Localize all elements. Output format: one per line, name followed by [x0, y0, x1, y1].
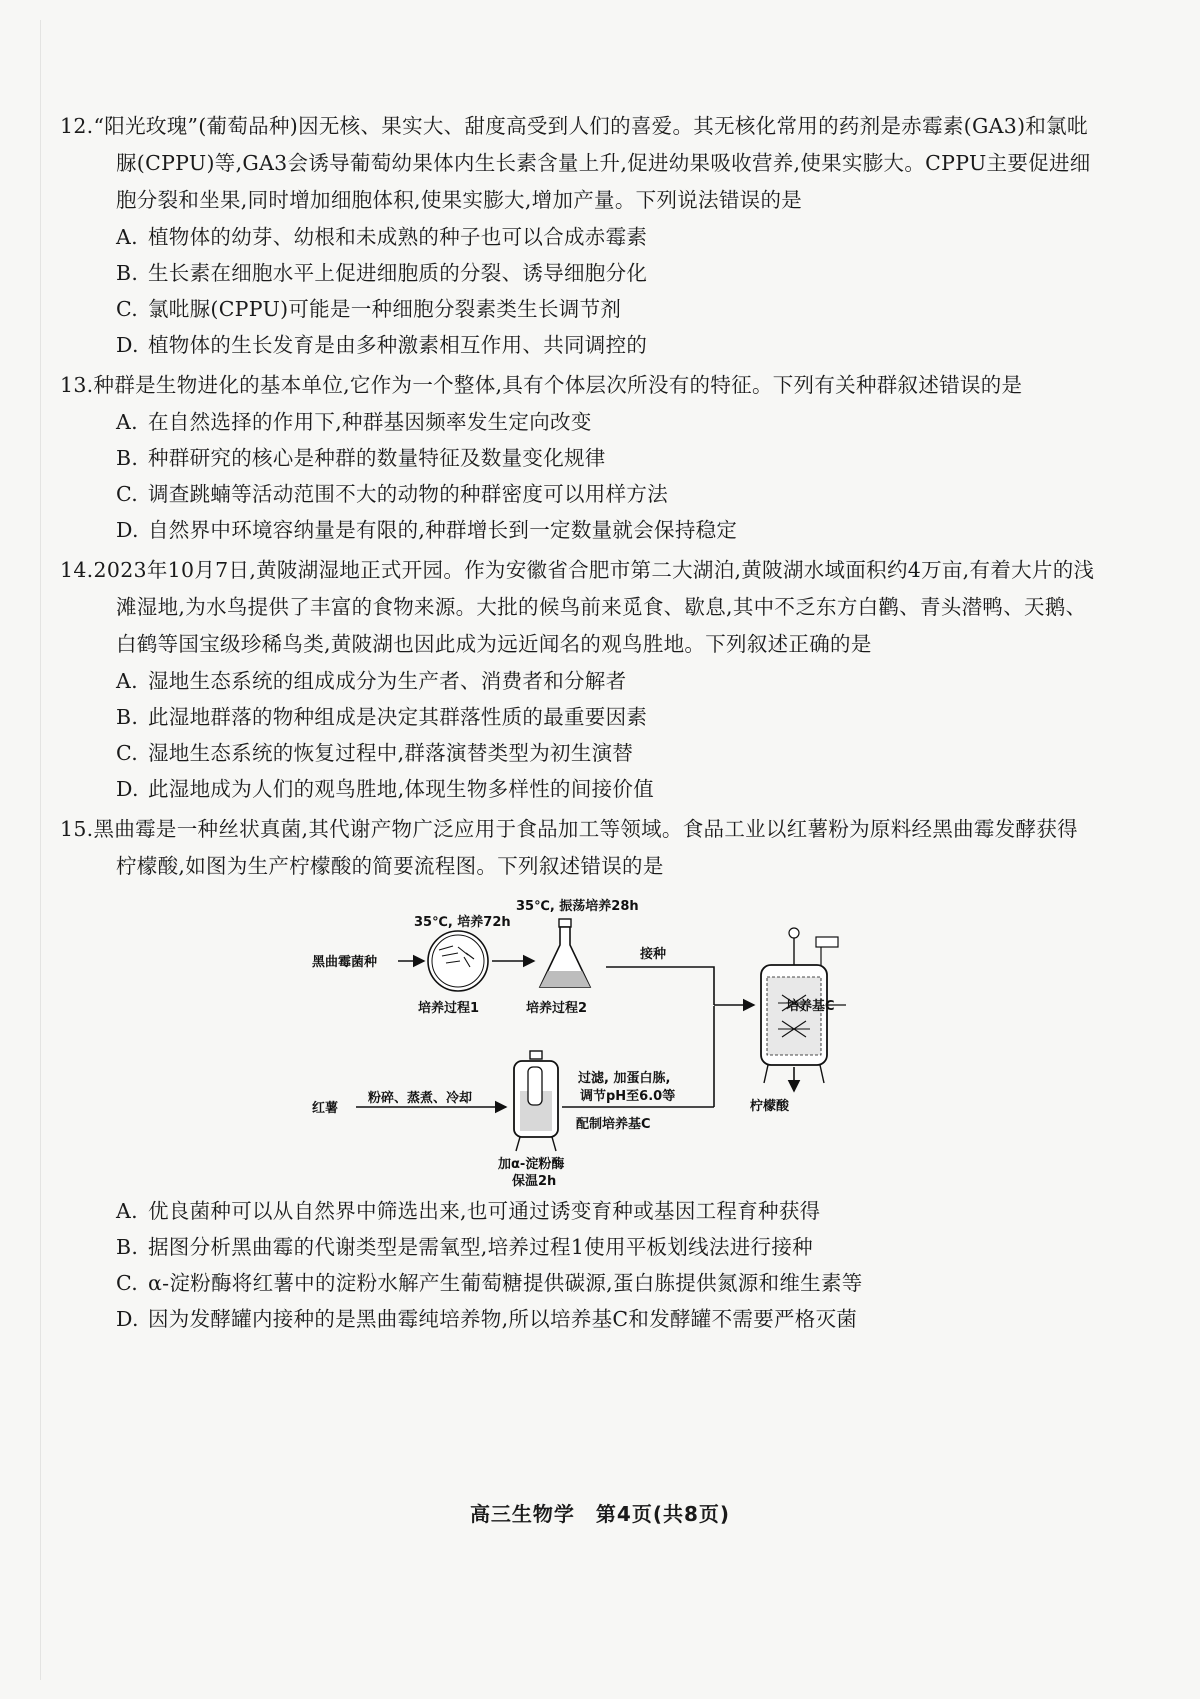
option-label: B. [116, 1235, 139, 1259]
option-d [88, 327, 1098, 363]
option-text: 优良菌种可以从自然界中筛选出来,也可通过诱变育种或基因工程育种获得 [148, 1199, 821, 1223]
option-c [88, 291, 1098, 327]
question-number: 14. [60, 558, 94, 582]
citric-acid-flowchart [306, 895, 866, 1187]
option-label: A. [116, 669, 138, 693]
question-number: 15. [60, 817, 94, 841]
option-label: B. [116, 446, 139, 470]
question-stem [60, 552, 1098, 663]
flowchart-drawing [306, 895, 866, 1187]
option-a [88, 219, 1098, 255]
option-c [88, 476, 1098, 512]
option-text: 植物体的幼芽、幼根和未成熟的种子也可以合成赤霉素 [148, 225, 648, 249]
option-text: 因为发酵罐内接种的是黑曲霉纯培养物,所以培养基C和发酵罐不需要严格灭菌 [148, 1307, 858, 1331]
option-d [88, 512, 1098, 548]
option-text: 调查跳蝻等活动范围不大的动物的种群密度可以用样方法 [148, 482, 668, 506]
question-text: 种群是生物进化的基本单位,它作为一个整体,具有个体层次所没有的特征。下列有关种群叙述错误的是 [93, 373, 1023, 397]
option-label: D. [116, 777, 139, 801]
option-label: C. [116, 297, 139, 321]
option-label: A. [116, 1199, 138, 1223]
option-b [88, 255, 1098, 291]
option-b [88, 699, 1098, 735]
question-list [60, 108, 1098, 1341]
option-text: α-淀粉酶将红薯中的淀粉水解产生葡萄糖提供碳源,蛋白胨提供氮源和维生素等 [148, 1271, 863, 1295]
citric-acid-label: 柠檬酸 [750, 1099, 790, 1114]
step1-condition: 35℃, 培养72h [414, 915, 511, 930]
arrow-flask-to-fermenter-line [606, 967, 714, 1005]
enzyme-tank-icon [514, 1051, 558, 1151]
option-text: 此湿地群落的物种组成是决定其群落性质的最重要因素 [148, 705, 648, 729]
option-a [88, 1193, 1098, 1229]
option-text: 湿地生态系统的恢复过程中,群落演替类型为初生演替 [148, 741, 634, 765]
option-d [88, 771, 1098, 807]
option-c [88, 1265, 1098, 1301]
enzyme-label-1: 加α-淀粉酶 [498, 1157, 565, 1172]
option-label: D. [116, 333, 139, 357]
question-12 [60, 108, 1098, 363]
sweet-potato-label: 红薯 [312, 1101, 339, 1116]
filter-label-1: 过滤, 加蛋白胨, [578, 1071, 671, 1086]
crush-steps-label: 粉碎、蒸煮、冷却 [368, 1091, 473, 1106]
option-b [88, 440, 1098, 476]
option-label: A. [116, 410, 138, 434]
enzyme-label-2: 保温2h [512, 1174, 557, 1189]
option-label: C. [116, 482, 139, 506]
option-label: C. [116, 741, 139, 765]
flask-icon [540, 919, 590, 987]
option-a [88, 663, 1098, 699]
step1-label: 培养过程1 [418, 1001, 480, 1016]
option-text: 氯吡脲(CPPU)可能是一种细胞分裂素类生长调节剂 [148, 297, 622, 321]
medium-c-label: 培养基C [786, 999, 835, 1014]
option-label: B. [116, 705, 139, 729]
question-stem [60, 811, 1098, 885]
option-text: 自然界中环境容纳量是有限的,种群增长到一定数量就会保持稳定 [148, 518, 738, 542]
prepare-medium-label: 配制培养基C [576, 1117, 651, 1132]
option-d [88, 1301, 1098, 1337]
option-b [88, 1229, 1098, 1265]
option-c [88, 735, 1098, 771]
strain-label: 黑曲霉菌种 [312, 955, 378, 970]
scan-margin-line [40, 20, 41, 1680]
option-text: 种群研究的核心是种群的数量特征及数量变化规律 [148, 446, 606, 470]
question-stem [60, 367, 1098, 404]
filter-label-2: 调节pH至6.0等 [580, 1089, 676, 1104]
question-number: 13. [60, 373, 94, 397]
option-label: D. [116, 518, 139, 542]
option-text: 在自然选择的作用下,种群基因频率发生定向改变 [148, 410, 592, 434]
question-13 [60, 367, 1098, 548]
petri-dish-icon [428, 931, 488, 991]
option-label: B. [116, 261, 139, 285]
option-text: 据图分析黑曲霉的代谢类型是需氧型,培养过程1使用平板划线法进行接种 [148, 1235, 813, 1259]
question-15 [60, 811, 1098, 1337]
option-label: C. [116, 1271, 139, 1295]
step2-label: 培养过程2 [526, 1001, 588, 1016]
question-number: 12. [60, 114, 94, 138]
option-text: 植物体的生长发育是由多种激素相互作用、共同调控的 [148, 333, 648, 357]
option-label: A. [116, 225, 138, 249]
option-text: 湿地生态系统的组成成分为生产者、消费者和分解者 [148, 669, 627, 693]
option-a [88, 404, 1098, 440]
question-14 [60, 552, 1098, 807]
step2-condition: 35℃, 振荡培养28h [516, 899, 639, 914]
option-label: D. [116, 1307, 139, 1331]
question-text: 2023年10月7日,黄陂湖湿地正式开园。作为安徽省合肥市第二大湖泊,黄陂湖水域面积约4万亩,有着大片的浅滩湿地,为水鸟提供了丰富的食物来源。大批的候鸟前来觅食、歇息,其中不乏东方白鹳、青头潜鸭、天鹅、白鹤等国宝级珍稀鸟类,黄陂湖也因此成为远近闻名的观鸟胜地。下列叙述正确的是 [93, 558, 1095, 656]
page-footer: 高三生物学 第4页(共8页) [469, 1502, 731, 1526]
inoculate-label: 接种 [640, 947, 667, 962]
question-text: 黑曲霉是一种丝状真菌,其代谢产物广泛应用于食品加工等领域。食品工业以红薯粉为原料经黑曲霉发酵获得柠檬酸,如图为生产柠檬酸的简要流程图。下列叙述错误的是 [93, 817, 1078, 878]
question-text: “阳光玫瑰”(葡萄品种)因无核、果实大、甜度高受到人们的喜爱。其无核化常用的药剂是赤霉素(GA3)和氯吡脲(CPPU)等,GA3会诱导葡萄幼果体内生长素含量上升,促进幼果吸收营养,使果实膨大。CPPU主要促进细胞分裂和坐果,同时增加细胞体积,使果实膨大,增加产量。下列说法错误的是 [93, 114, 1091, 212]
option-text: 生长素在细胞水平上促进细胞质的分裂、诱导细胞分化 [148, 261, 648, 285]
option-text: 此湿地成为人们的观鸟胜地,体现生物多样性的间接价值 [148, 777, 655, 801]
question-stem [60, 108, 1098, 219]
